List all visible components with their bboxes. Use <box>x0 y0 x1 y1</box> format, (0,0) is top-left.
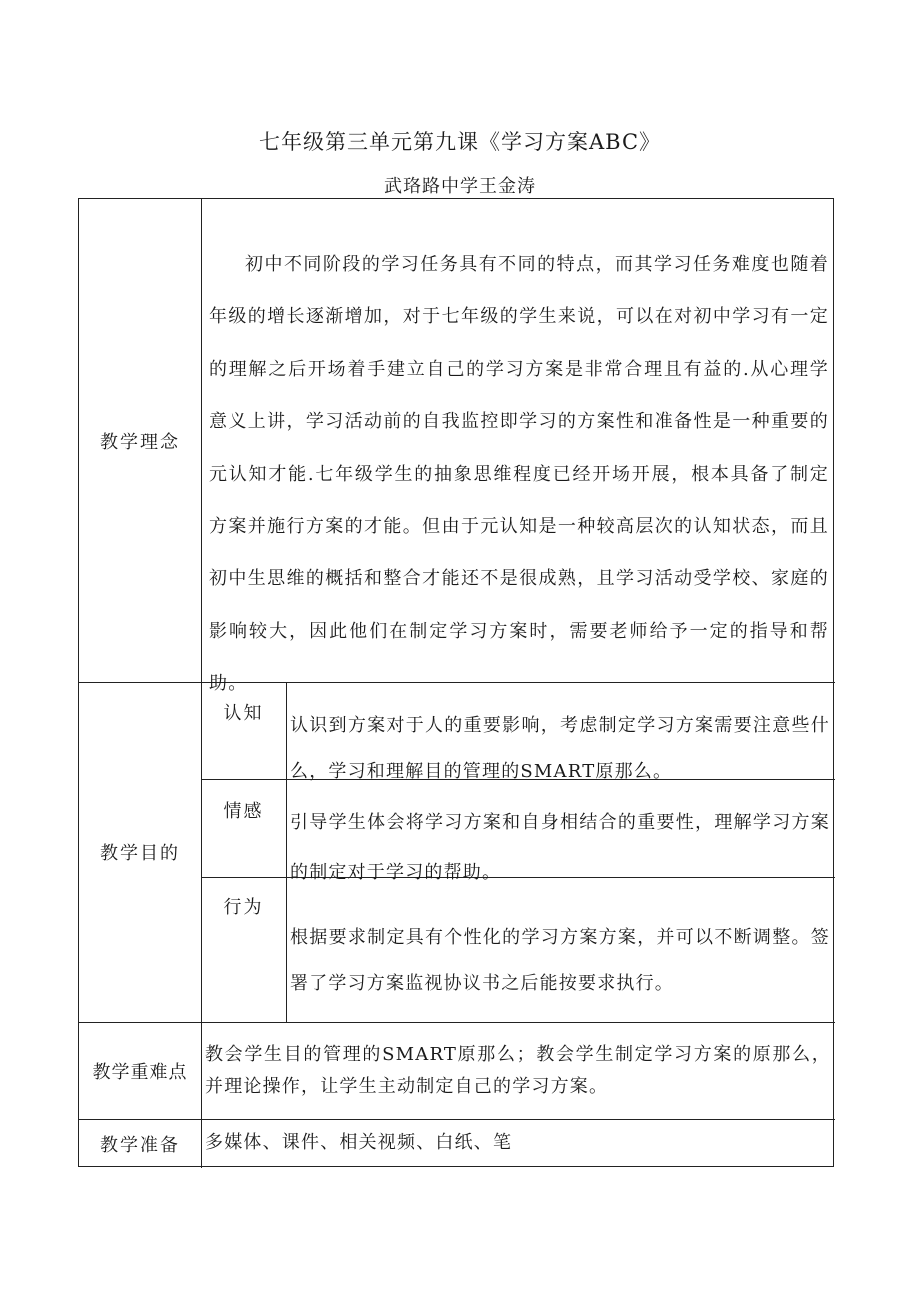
behavior-text: 根据要求制定具有个性化的学习方案方案，并可以不断调整。签署了学习方案监视协议书之后能按要求执行。 <box>290 927 830 994</box>
cognition-text: 认识到方案对于人的重要影响，考虑制定学习方案需要注意些什么，学习和理解目的管理的SMART原那么。 <box>290 715 830 782</box>
objectives-label: 教学目的 <box>100 843 180 864</box>
cognition-label: 认知 <box>223 703 264 724</box>
emotion-label: 情感 <box>223 801 264 822</box>
key-points-text: 教会学生目的管理的SMART原那么；教会学生制定学习方案的原那么，并理论操作，让学生主动制定自己的学习方案。 <box>205 1044 831 1097</box>
preparation-label: 教学准备 <box>100 1134 180 1156</box>
key-points-label: 教学重难点 <box>92 1061 188 1083</box>
document-title: 七年级第三单元第九课《学习方案ABC》 <box>258 130 662 154</box>
philosophy-label: 教学理念 <box>100 431 180 453</box>
behavior-label: 行为 <box>223 897 264 918</box>
column-divider <box>201 199 202 1168</box>
column-divider <box>286 682 287 1022</box>
preparation-text: 多媒体、课件、相关视频、白纸、笔 <box>205 1132 513 1153</box>
lesson-plan-table <box>78 198 834 1167</box>
emotion-text: 引导学生体会将学习方案和自身相结合的重要性，理解学习方案的制定对于学习的帮助。 <box>290 812 830 883</box>
document-author: 武珞路中学王金涛 <box>384 176 536 197</box>
philosophy-text: 初中不同阶段的学习任务具有不同的特点，而其学习任务难度也随着年级的增长逐渐增加，对于七年级的学生来说，可以在对初中学习有一定的理解之后开场着手建立自己的学习方案是非常合理且有益的.从心理学意义上讲，学习活动前的自我监控即学习的方案性和准备性是一种重要的元认知才能.七年级学生的抽象思维程度已经开场开展，根本具备了制定方案并施行方案的才能。但由于元认知是一种较高层次的认知状态，而且初中生思维的概括和整合才能还不是很成熟，且学习活动受学校、家庭的影响较大，因此他们在制定学习方案时，需要老师给予一定的指导和帮助。 <box>209 254 829 695</box>
